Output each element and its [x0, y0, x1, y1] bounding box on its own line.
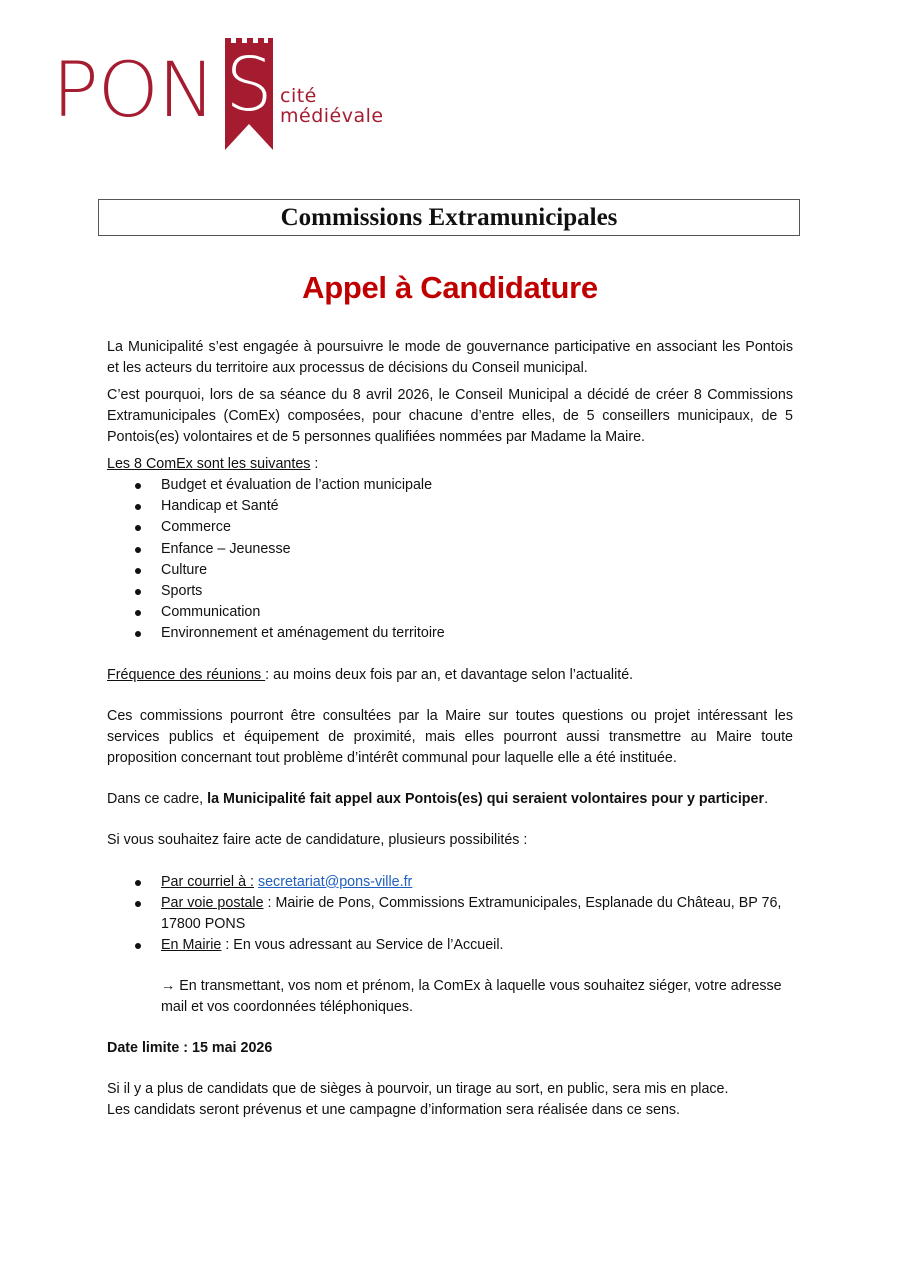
spacer: [107, 810, 793, 830]
option-email: [107, 872, 793, 893]
logo-tagline: [280, 86, 384, 126]
comex-heading: [107, 454, 793, 475]
option-in-person: [107, 935, 793, 956]
comex-list-item: Environnement et aménagement du territoire: [107, 623, 793, 644]
application-options-list: [107, 872, 793, 957]
deadline: Date limite : 15 mai 2026: [107, 1040, 273, 1057]
call-suffix: .: [764, 790, 769, 807]
comex-list-item: Handicap et Santé: [107, 496, 793, 517]
logo-letter-s: S: [225, 42, 273, 128]
comex-heading-label: Les 8 ComEx sont les suivantes: [107, 456, 311, 472]
closing-line-2: Les candidats seront prévenus et une campagne d’information sera réalisée dans ce sens.: [107, 1102, 681, 1119]
application-intro: Si vous souhaitez faire acte de candidature, plusieurs possibilités :: [107, 831, 528, 848]
intro-paragraph-2: C’est pourquoi, lors de sa séance du 8 avril 2026, le Conseil Municipal a décidé de créer 8 Commissions Extramunicipales (ComEx) composées, pour chacune d’entre elles, de 5 conseillers municipaux, de 5 Pontois(es) volontaires et de 5 personnes qualifiées nommées par Madame la Maire.: [107, 387, 793, 445]
call-prefix: Dans ce cadre,: [107, 790, 208, 807]
pons-logo: [52, 38, 392, 153]
document-section-title: Commissions Extramunicipales: [98, 199, 800, 236]
option-email-label: Par courriel à :: [161, 873, 254, 890]
spacer: [107, 1018, 793, 1038]
option-postal-label: Par voie postale: [161, 894, 264, 911]
spacer: [107, 851, 793, 872]
comex-list-item: Sports: [107, 581, 793, 602]
application-note: → En transmettant, vos nom et prénom, la ComEx à laquelle vous souhaitez siéger, votre adresse mail et vos coordonnées téléphoniques.: [161, 978, 782, 1016]
comex-list-item: Enfance – Jeunesse: [107, 539, 793, 560]
option-postal: [107, 893, 793, 935]
comex-list-item: Commerce: [107, 517, 793, 538]
call-emphasis: la Municipalité fait appel aux Pontois(es) qui seraient volontaires pour y participer: [207, 790, 765, 807]
frequency-paragraph: [107, 665, 793, 686]
logo-tagline-line1: cité: [280, 85, 317, 107]
spacer: [107, 1059, 793, 1079]
page-title: Appel à Candidature: [302, 270, 598, 305]
email-link[interactable]: secretariat@pons-ville.fr: [257, 873, 413, 890]
comex-list-item: Culture: [107, 560, 793, 581]
logo-wordmark: PON: [52, 45, 215, 134]
spacer: [107, 645, 793, 665]
logo-tagline-line2: médiévale: [280, 105, 384, 127]
intro-paragraph-1: La Municipalité s’est engagée à poursuivre le mode de gouvernance participative en associant les Pontois et les acteurs du territoire aux processus de décisions du Conseil municipal.: [107, 339, 793, 376]
comex-list-item: Budget et évaluation de l’action municipale: [107, 475, 793, 496]
option-in-person-label: En Mairie: [161, 937, 222, 954]
comex-heading-suffix: :: [310, 456, 319, 472]
option-postal-text: : Mairie de Pons, Commissions Extramunicipales, Esplanade du Château, BP 76, 17800 PONS: [161, 894, 782, 933]
spacer: [107, 956, 793, 976]
comex-list-item: Communication: [107, 602, 793, 623]
call-paragraph: [107, 789, 793, 810]
spacer: [107, 769, 793, 789]
frequency-label: Fréquence des réunions: [107, 666, 266, 683]
option-in-person-text: : En vous adressant au Service de l’Accueil.: [221, 937, 504, 954]
consultation-paragraph: Ces commissions pourront être consultées par la Maire sur toutes questions ou projet intéressant les services publics et équipement de proximité, mais elles pourront aussi transmettre au Maire toute proposition concernant tout problème d’intérêt communal pour laquelle elle a été instituée.: [107, 707, 793, 766]
document-body: [107, 337, 793, 1121]
comex-list: [107, 475, 793, 645]
spacer: [107, 686, 793, 706]
frequency-text: : au moins deux fois par an, et davantage selon l’actualité.: [265, 666, 634, 683]
closing-line-1: Si il y a plus de candidats que de sièges à pourvoir, un tirage au sort, en public, sera mis en place.: [107, 1081, 729, 1098]
